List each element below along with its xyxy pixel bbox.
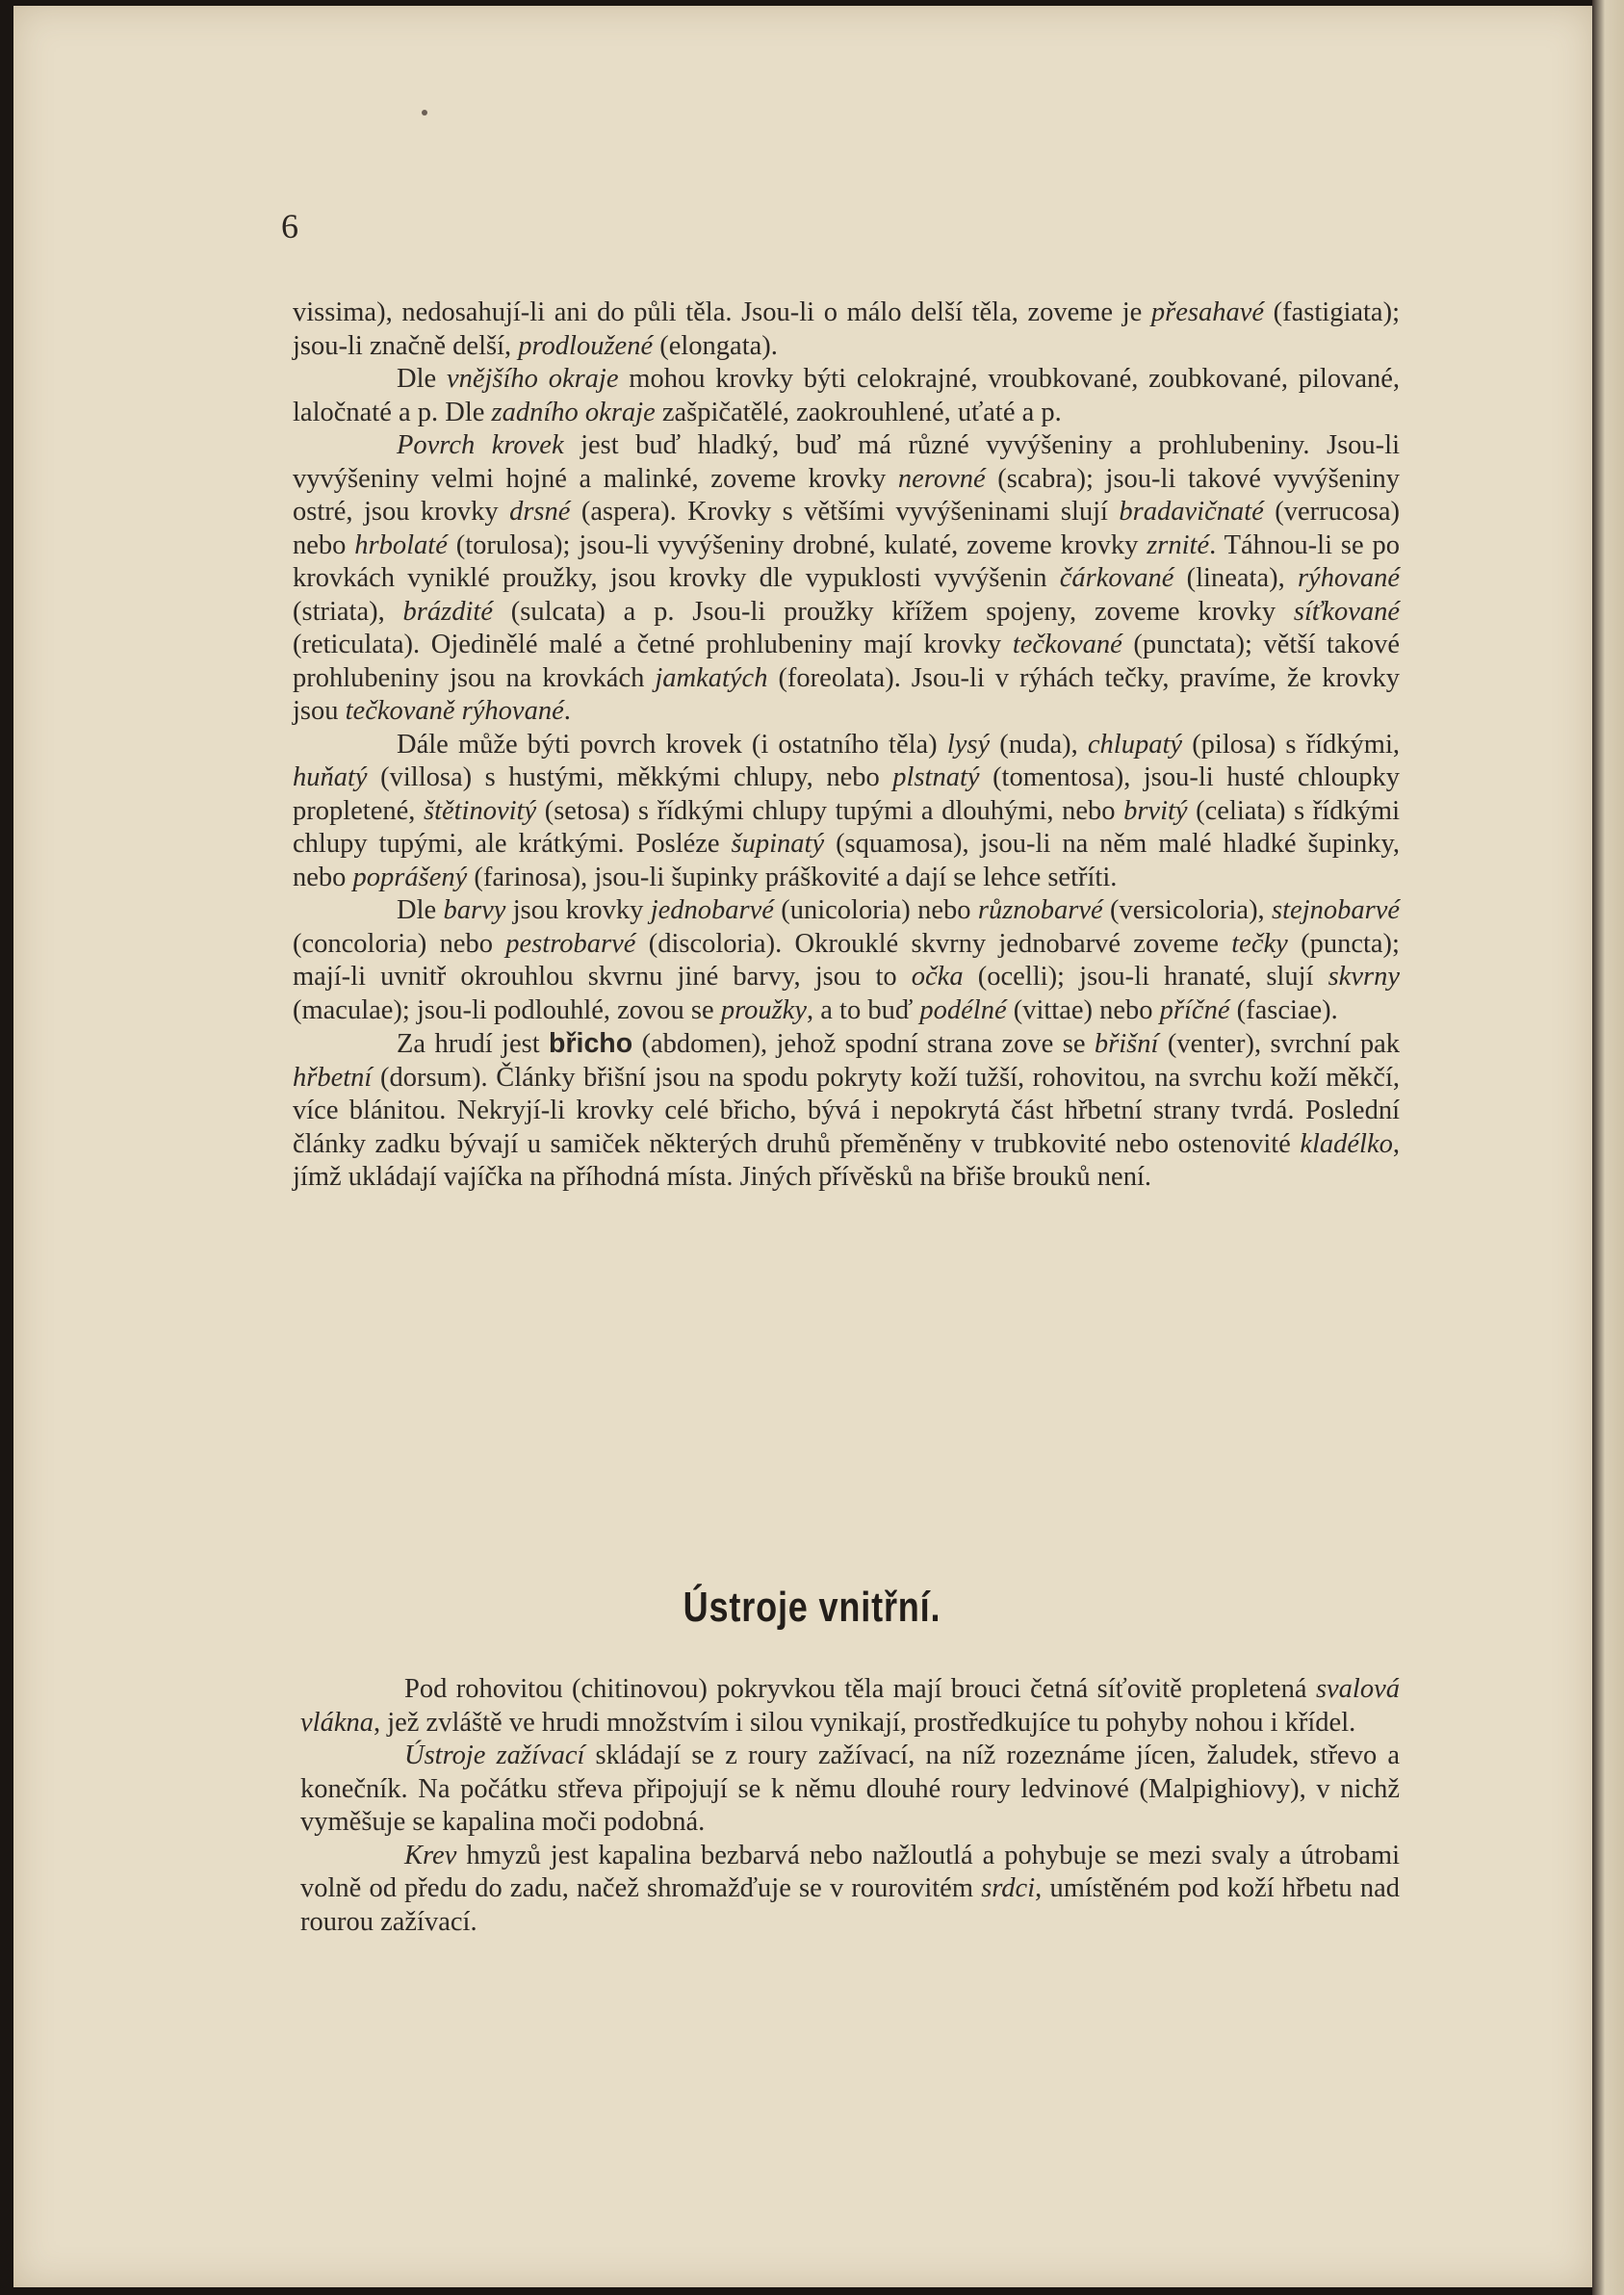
body-text-section-2: [300, 1673, 1400, 1939]
body-text-section-1: [293, 297, 1400, 1195]
page-number: 6: [281, 207, 298, 245]
paragraph: Povrch krovek jest buď hladký, buď má různé vyvýšeniny a prohlubeniny. Jsou-li vyvýšeniny velmi hojné a malinké, zoveme krovky nerovné (scabra); jsou-li takové vyvýšeniny ostré, jsou krovky drsné (aspera). Krovky s většími vyvýšeninami slují bradavičnaté (verrucosa) nebo hrbolaté (torulosa); jsou-li vyvýšeniny drobné, kulaté, zoveme krovky zrnité. Táhnou-li se po krovkách vyniklé proužky, jsou krovky dle vypuklosti vyvýšenin čárkované (lineata), rýhované (striata), brázdité (sulcata) a p. Jsou-li proužky křížem spojeny, zoveme krovky síťkované (reticulata). Ojedinělé malé a četné prohlubeniny mají krovky tečkované (punctata); větší takové prohlubeniny jsou na krovkách jamkatých (foreolata). Jsou-li v rýhách tečky, pravíme, že krovky jsou tečkovaně rýhované.: [293, 430, 1400, 726]
paragraph: vissima), nedosahují-li ani do půli těla. Jsou-li o málo delší těla, zoveme je přesahavé (fastigiata); jsou-li značně delší, prodloužené (elongata).: [293, 297, 1400, 361]
paragraph: Krev hmyzů jest kapalina bezbarvá nebo nažloutlá a pohybuje se mezi svaly a útrobami volně od předu do zadu, načež shromažďuje se v rourovitém srdci, umístěném pod koží hřbetu nad rourou zažívací.: [300, 1840, 1400, 1937]
paragraph: Pod rohovitou (chitinovou) pokryvkou těla mají brouci četná síťovitě propletená svalová vlákna, jež zvláště ve hrudi množstvím i silou vynikají, prostředkujíce tu pohyby nohou i křídel.: [300, 1674, 1400, 1738]
paragraph: Dále může býti povrch krovek (i ostatního těla) lysý (nuda), chlupatý (pilosa) s řídkými, huňatý (villosa) s hustými, měkkými chlupy, nebo plstnatý (tomentosa), jsou-li husté chloupky propletené, štětinovitý (setosa) s řídkými chlupy tupými a dlouhými, nebo brvitý (celiata) s řídkými chlupy tupými, ale krátkými. Posléze šupinatý (squamosa), jsou-li na něm malé hladké šupinky, nebo poprášený (farinosa), jsou-li šupinky práškovité a dají se lehce setříti.: [293, 729, 1400, 892]
page-edge: [1592, 0, 1624, 2295]
section-heading: Ústroje vnitřní.: [683, 1584, 941, 1631]
paragraph: Za hrudí jest břicho (abdomen), jehož spodní strana zove se břišní (venter), svrchní pak hřbetní (dorsum). Články břišní jsou na spodu pokryty koží tužší, rohovitou, na svrchu koží měkčí, více blánitou. Nekryjí-li krovky celé břicho, bývá i nepokrytá část hřbetní strany tvrdá. Poslední články zadku bývají u samiček některých druhů přeměněny v trubkovité nebo ostenovité kladélko, jímž ukládají vajíčka na příhodná místa. Jiných přívěsků na břiše brouků není.: [293, 1028, 1401, 1192]
paragraph: Dle vnějšího okraje mohou krovky býti celokrajné, vroubkované, zoubkované, pilované, laločnaté a p. Dle zadního okraje zašpičatělé, zaokrouhlené, uťaté a p.: [293, 364, 1401, 427]
speck: [422, 110, 427, 116]
paragraph: Dle barvy jsou krovky jednobarvé (unicoloria) nebo různobarvé (versicoloria), stejnobarvé (concoloria) nebo pestrobarvé (discoloria). Okrouklé skvrny jednobarvé zoveme tečky (puncta); mají-li uvnitř okrouhlou skvrnu jiné barvy, jsou to očka (ocelli); jsou-li hranaté, slují skvrny (maculae); jsou-li podlouhlé, zovou se proužky, a to buď podélné (vittae) nebo příčné (fasciae).: [293, 895, 1400, 1025]
paragraph: Ústroje zažívací skládají se z roury zažívací, na níž rozeznáme jícen, žaludek, střevo a konečník. Na počátku střeva připojují se k němu dlouhé roury ledvinové (Malpighiovy), v nichž vyměšuje se kapalina moči podobná.: [300, 1741, 1400, 1837]
